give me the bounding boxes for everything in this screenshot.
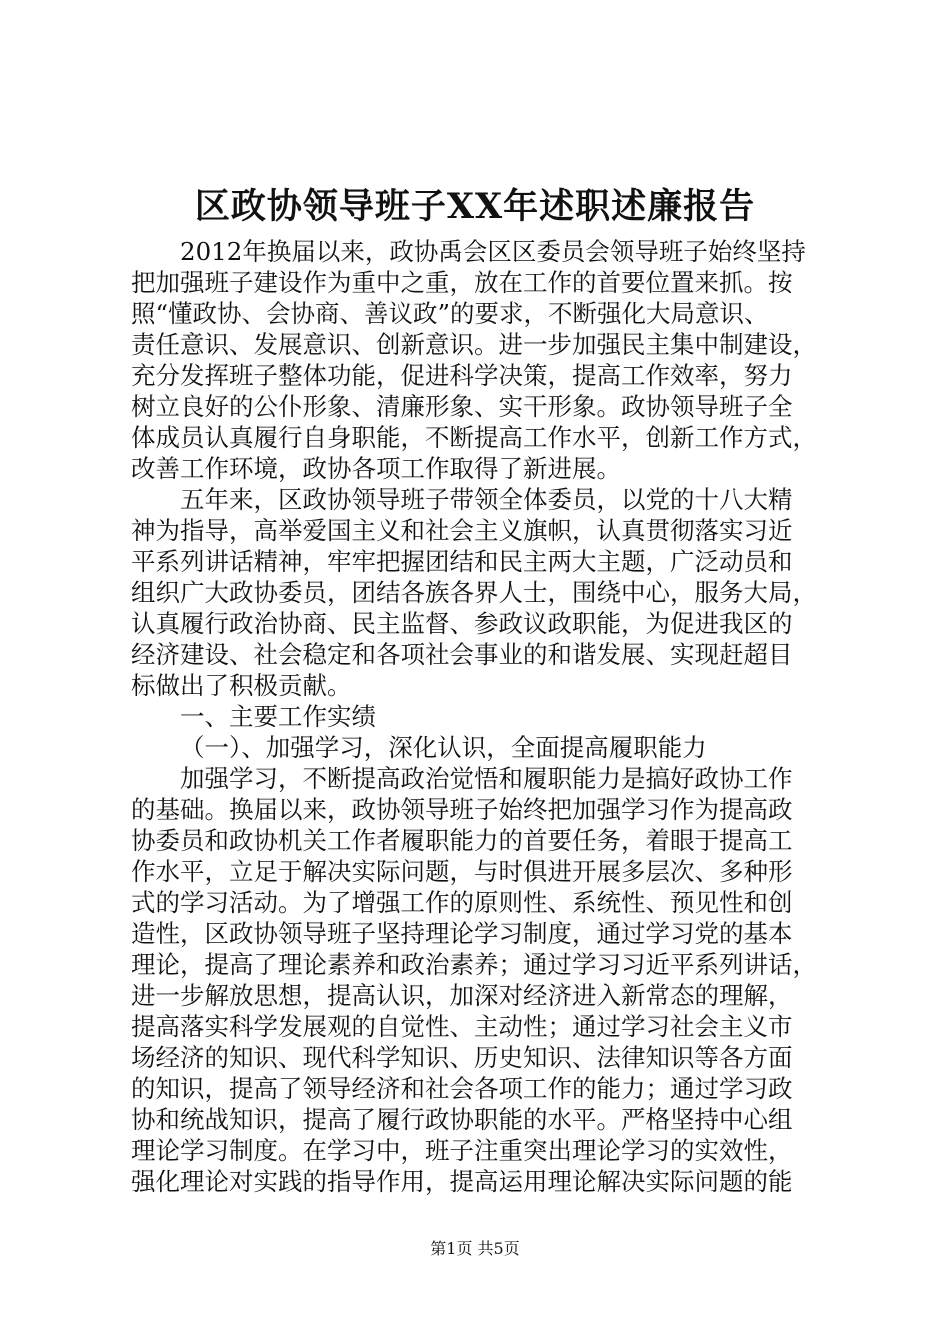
text-line: 把加强班子建设作为重中之重，放在工作的首要位置来抓。按: [131, 268, 793, 297]
text-line: 协委员和政协机关工作者履职能力的首要任务，着眼于提高工: [131, 826, 793, 855]
text-line: 树立良好的公仆形象、清廉形象、实干形象。政协领导班子全: [131, 392, 793, 421]
text-line: 加强学习，不断提高政治觉悟和履职能力是搞好政协工作: [180, 764, 793, 793]
text-line: 的基础。换届以来，政协领导班子始终把加强学习作为提高政: [131, 795, 793, 824]
text-line: 平系列讲话精神，牢牢把握团结和民主两大主题，广泛动员和: [131, 547, 793, 576]
text-line: 的知识，提高了领导经济和社会各项工作的能力；通过学习政: [131, 1074, 793, 1103]
text-line: 神为指导，高举爱国主义和社会主义旗帜，认真贯彻落实习近: [131, 516, 793, 545]
text-line: 责任意识、发展意识、创新意识。进一步加强民主集中制建设，: [131, 330, 817, 359]
text-line: 照“懂政协、会协商、善议政”的要求，不断强化大局意识、: [131, 299, 769, 328]
text-line: 提高落实科学发展观的自觉性、主动性；通过学习社会主义市: [131, 1012, 793, 1041]
text-line: 认真履行政治协商、民主监督、参政议政职能，为促进我区的: [131, 609, 793, 638]
text-line: 2012年换届以来，政协禹会区区委员会领导班子始终坚持: [180, 237, 806, 266]
text-line: 理论学习制度。在学习中，班子注重突出理论学习的实效性，: [131, 1136, 793, 1165]
document-title: 区政协领导班子XX年述职述廉报告: [194, 186, 756, 227]
text-line: 进一步解放思想，提高认识，加深对经济进入新常态的理解，: [131, 981, 793, 1010]
text-line: 式的学习活动。为了增强工作的原则性、系统性、预见性和创: [131, 888, 793, 917]
text-line: 理论，提高了理论素养和政治素养；通过学习习近平系列讲话，: [131, 950, 817, 979]
text-line: 经济建设、社会稳定和各项社会事业的和谐发展、实现赶超目: [131, 640, 793, 669]
subsection-heading: （一）、加强学习，深化认识，全面提高履职能力: [180, 733, 707, 762]
text-line: 充分发挥班子整体功能，促进科学决策，提高工作效率，努力: [131, 361, 793, 390]
section-heading: 一、主要工作实绩: [180, 702, 376, 731]
text-line: 组织广大政协委员，团结各族各界人士，围绕中心，服务大局，: [131, 578, 817, 607]
text-line: 标做出了积极贡献。: [131, 671, 352, 700]
text-line: 体成员认真履行自身职能，不断提高工作水平，创新工作方式，: [131, 423, 817, 452]
text-line: 作水平，立足于解决实际问题，与时俱进开展多层次、多种形: [131, 857, 793, 886]
text-line: 五年来，区政协领导班子带领全体委员，以党的十八大精: [180, 485, 793, 514]
text-line: 强化理论对实践的指导作用，提高运用理论解决实际问题的能: [131, 1167, 793, 1196]
text-line: 协和统战知识，提高了履行政协职能的水平。严格坚持中心组: [131, 1105, 793, 1134]
text-line: 造性，区政协领导班子坚持理论学习制度，通过学习党的基本: [131, 919, 793, 948]
text-line: 改善工作环境，政协各项工作取得了新进展。: [131, 454, 621, 483]
page-number: 第1页 共5页: [430, 1239, 520, 1258]
text-line: 场经济的知识、现代科学知识、历史知识、法律知识等各方面: [131, 1043, 793, 1072]
